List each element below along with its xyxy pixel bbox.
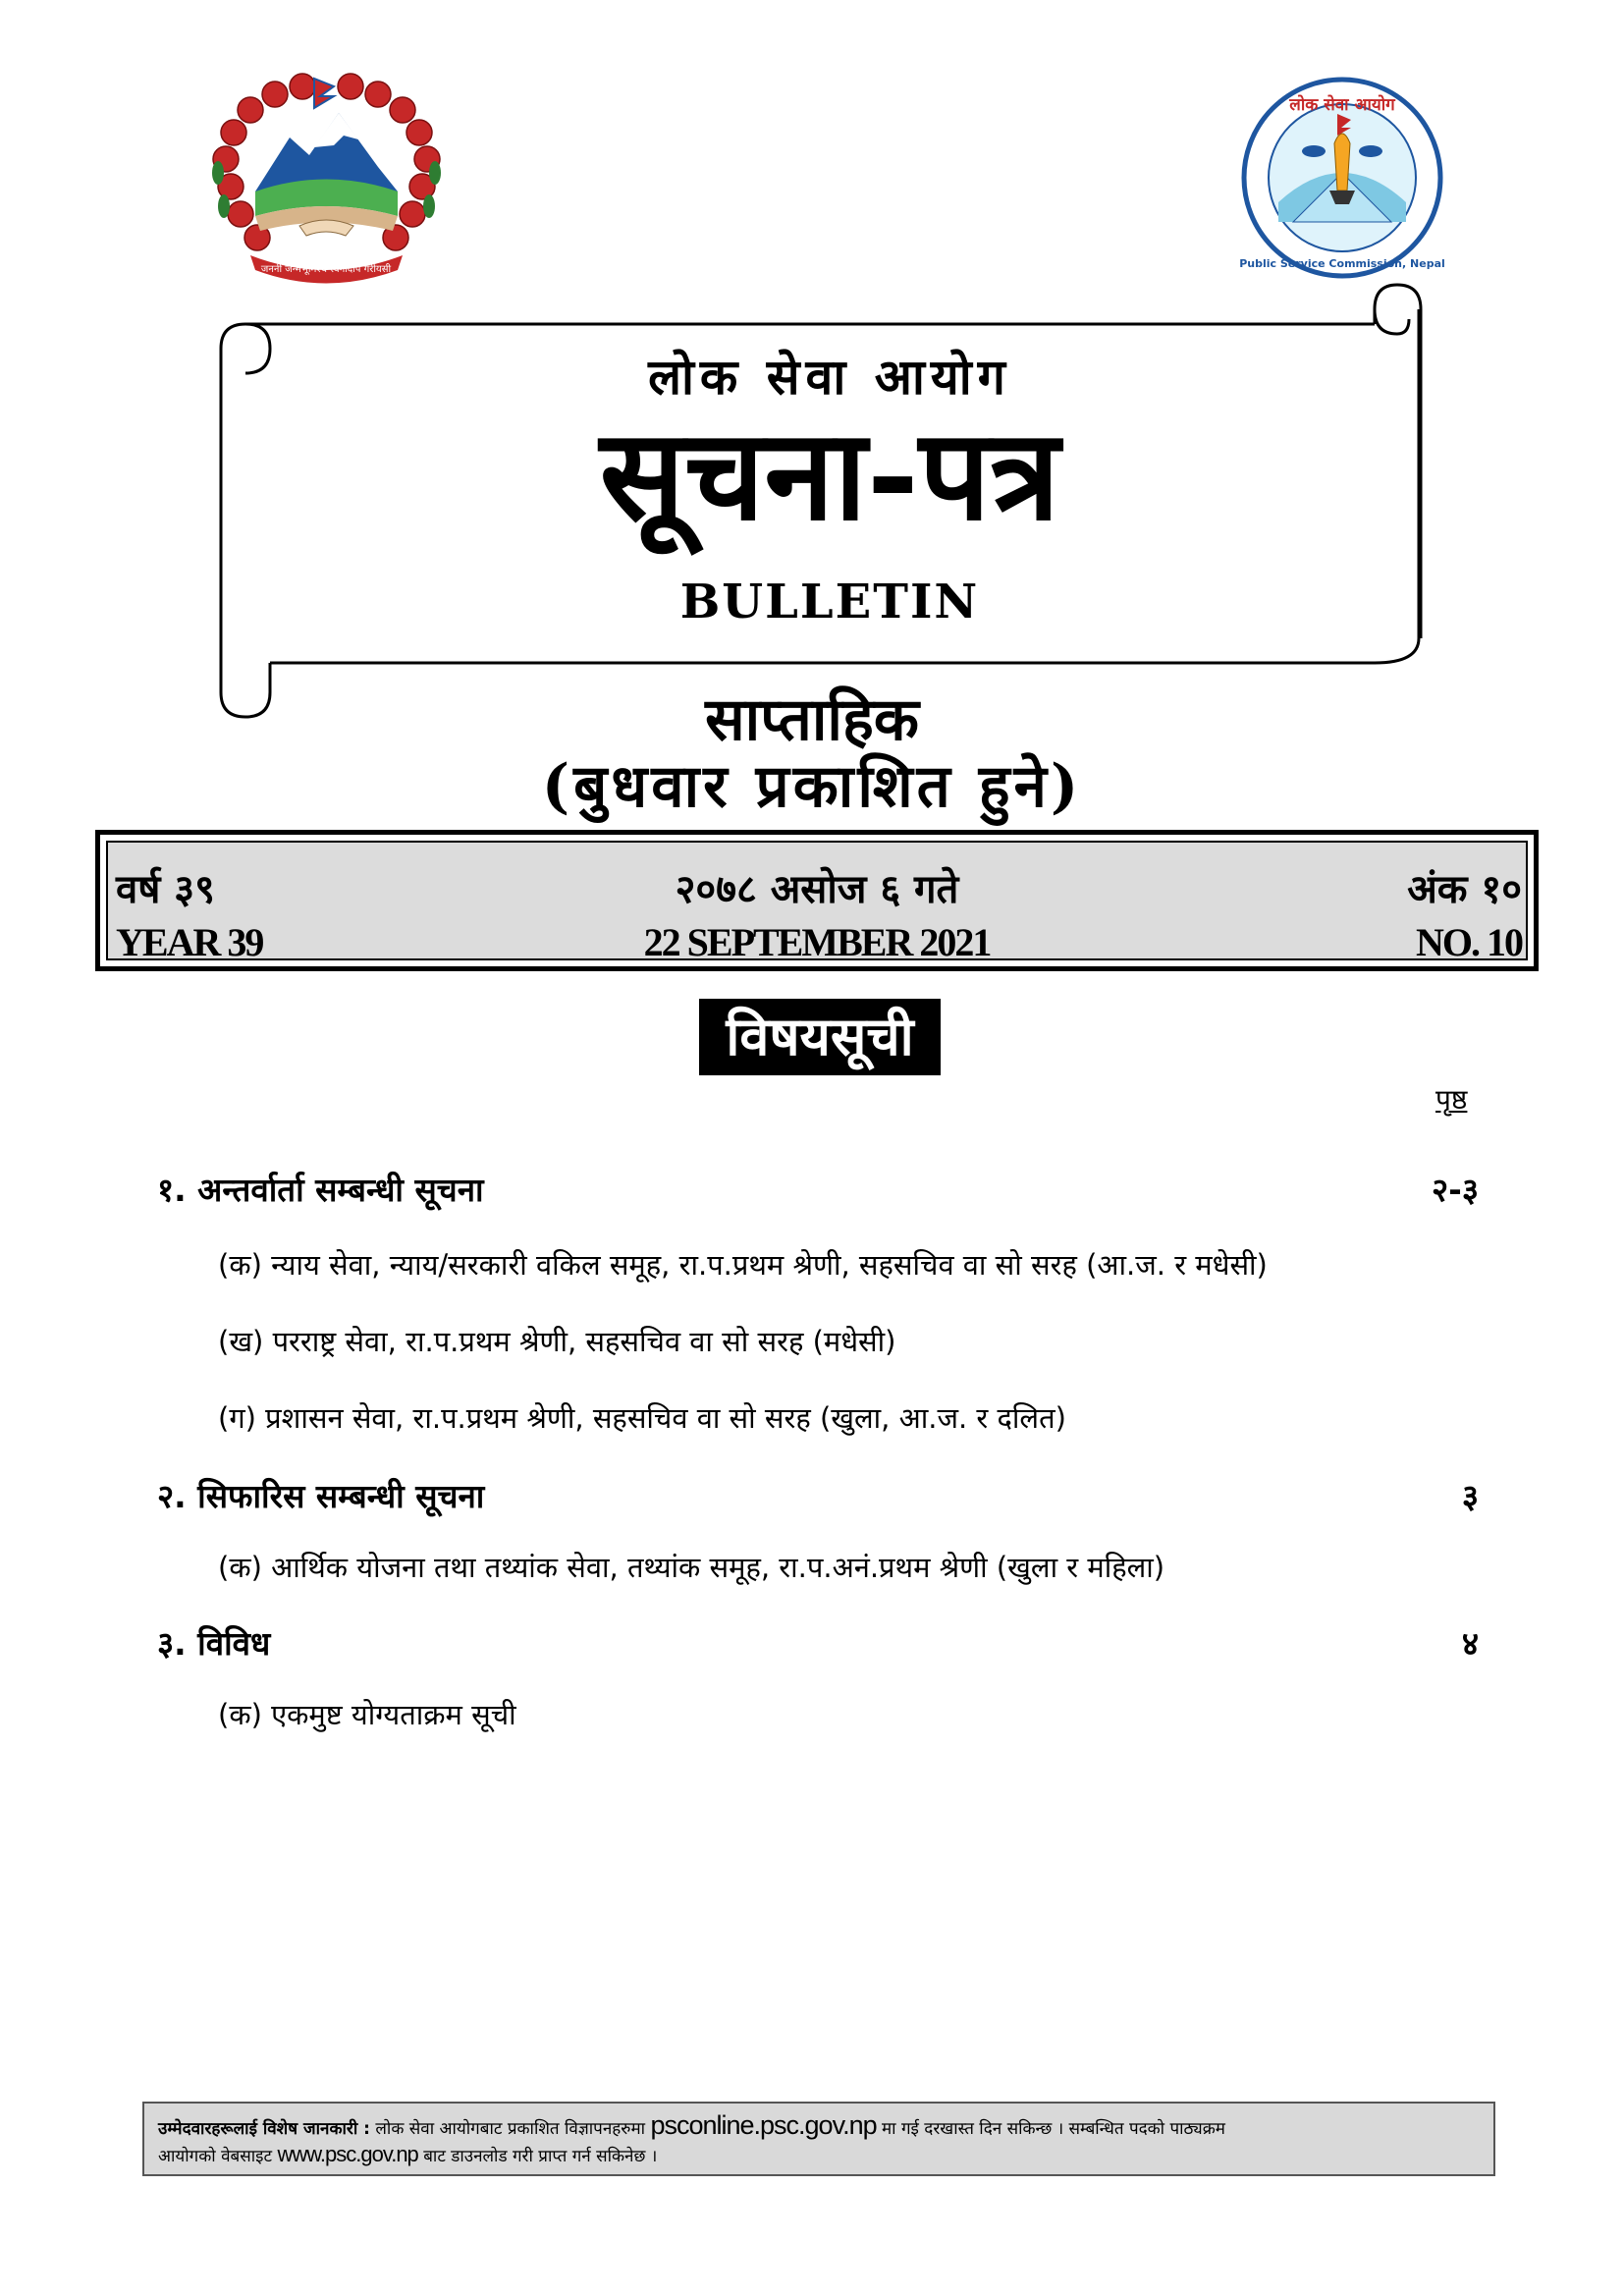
list-item: (क) आर्थिक योजना तथा तथ्यांक सेवा, तथ्यांक समूह, रा.प.अनं.प्रथम श्रेणी (खुला र महिला) (218, 1551, 1165, 1584)
svg-text:Public Service Commission, Nep: Public Service Commission, Nepal (1239, 257, 1445, 270)
contents-title: विषयसूची (699, 999, 941, 1075)
year-en: YEAR 39 (116, 920, 263, 964)
svg-text:लोक सेवा आयोग: लोक सेवा आयोग (1289, 95, 1395, 115)
list-item: (क) एकमुष्ट योग्यताक्रम सूची (218, 1698, 516, 1731)
svg-text:जननी जन्मभूमिश्च स्वर्गादपि गर: जननी जन्मभूमिश्च स्वर्गादपि गरीयसी (260, 264, 392, 275)
page-column-label: पृष्ठ (1435, 1083, 1468, 1116)
notice-label: उम्मेदवारहरूलाई विशेष जानकारी : (158, 2119, 370, 2139)
section-page: २-३ (1431, 1171, 1479, 1209)
date-en: 22 SEPTEMBER 2021 (643, 920, 991, 964)
notice-text: लोक सेवा आयोगबाट प्रकाशित विज्ञापनहरुमा (375, 2119, 646, 2139)
candidate-notice (142, 2102, 1495, 2176)
number-np: अंक १० (1407, 867, 1522, 912)
bulletin-title-np: सूचना-पत्र (599, 402, 1060, 549)
list-item: (क) न्याय सेवा, न्याय/सरकारी वकिल समूह, रा.प.प्रथम श्रेणी, सहसचिव वा सो सरह (आ.ज. र मधेसी) (218, 1248, 1268, 1282)
organization-name: लोक सेवा आयोग (648, 348, 1011, 406)
nepal-emblem-icon (196, 69, 457, 295)
notice-text: मा गई दरखास्त दिन सकिन्छ । सम्बन्धित पदको पाठ्यक्रम (882, 2119, 1225, 2139)
bulletin-title-en: BULLETIN (679, 574, 980, 629)
section-page: ३ (1461, 1477, 1479, 1515)
section-title: ३. विविध (157, 1624, 271, 1663)
publication-frequency: साप्ताहिक (705, 685, 919, 754)
section-title: २. सिफारिस सम्बन्धी सूचना (157, 1477, 485, 1515)
section-page: ४ (1461, 1624, 1479, 1663)
publication-day: (बुधवार प्रकाशित हुने) (541, 752, 1083, 821)
year-np: वर्ष ३९ (116, 867, 215, 912)
section-title: १. अन्तर्वार्ता सम्बन्धी सूचना (157, 1171, 484, 1209)
issue-info-box (95, 830, 1539, 971)
psconline-link[interactable]: psconline.psc.gov.np (650, 2110, 877, 2140)
psc-website-link[interactable]: www.psc.gov.np (277, 2142, 418, 2166)
list-item: (ख) परराष्ट्र सेवा, रा.प.प्रथम श्रेणी, सहसचिव वा सो सरह (मधेसी) (218, 1325, 896, 1358)
number-en: NO. 10 (1416, 920, 1522, 964)
psc-logo-icon (1239, 75, 1445, 281)
list-item: (ग) प्रशासन सेवा, रा.प.प्रथम श्रेणी, सहसचिव वा सो सरह (खुला, आ.ज. र दलित) (218, 1401, 1066, 1435)
date-np: २०७८ असोज ६ गते (675, 867, 959, 912)
notice-text: बाट डाउनलोड गरी प्राप्त गर्न सकिनेछ । (423, 2147, 658, 2166)
notice-text: आयोगको वेबसाइट (158, 2147, 273, 2166)
